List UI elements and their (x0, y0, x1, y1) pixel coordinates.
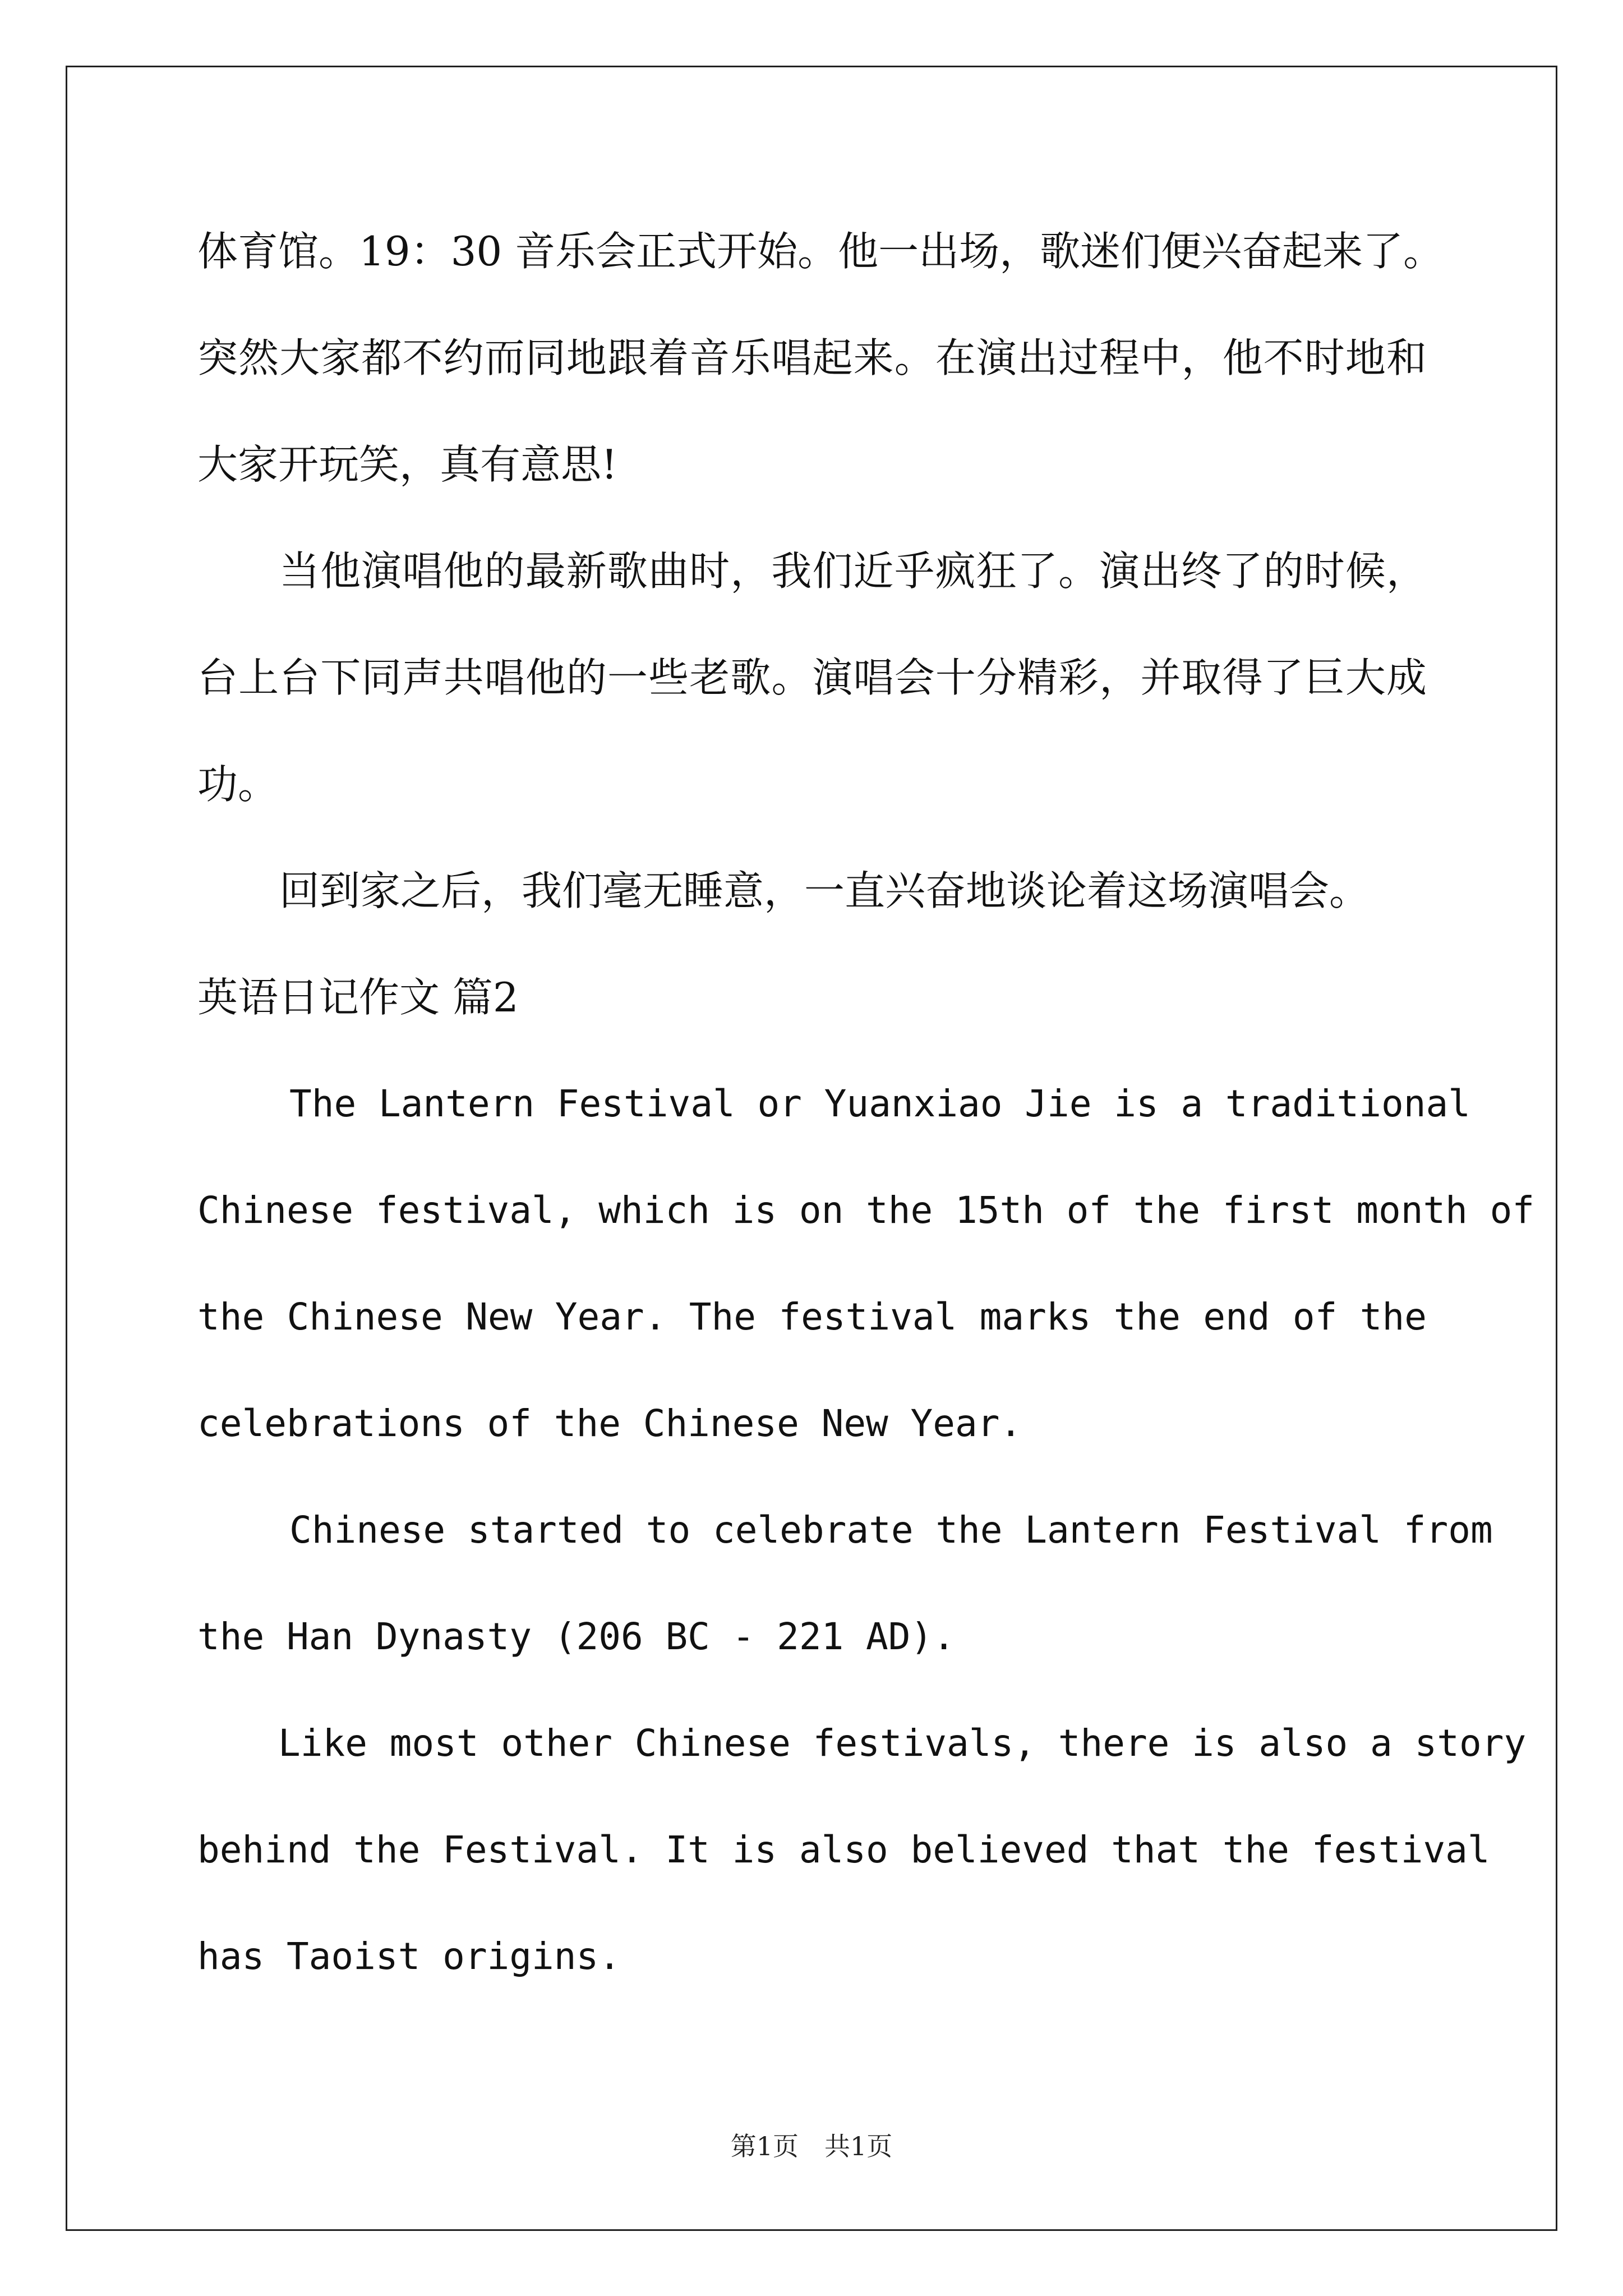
page-footer: 第1页 共1页 (730, 2131, 893, 2161)
paragraph-line: The Lantern Festival or Yuanxiao Jie is a traditional (289, 1082, 1470, 1125)
paragraph-line: 当他演唱他的最新歌曲时，我们近乎疯狂了。演出终了的时候， (279, 547, 1427, 595)
paragraph-line: has Taoist origins. (197, 1935, 621, 1978)
paragraph-line: 大家开玩笑，真有意思! (197, 441, 617, 488)
paragraph-line: Like most other Chinese festivals, there is also a story (278, 1722, 1527, 1765)
paragraph-line: the Han Dynasty (206 BC - 221 AD). (197, 1615, 956, 1658)
paragraph-line: celebrations of the Chinese New Year. (197, 1402, 1022, 1445)
paragraph-line: 台上台下同声共唱他的一些老歌。演唱会十分精彩，并取得了巨大成 (197, 654, 1427, 701)
page-border (66, 66, 1557, 2231)
paragraph-line: 体育馆。19：30 音乐会正式开始。他一出场，歌迷们便兴奋起来了。 (197, 228, 1444, 275)
paragraph-line: 功。 (197, 761, 279, 808)
paragraph-line: Chinese started to celebrate the Lantern Festival from (289, 1508, 1493, 1552)
paragraph-line: 突然大家都不约而同地跟着音乐唱起来。在演出过程中，他不时地和 (197, 334, 1427, 381)
paragraph-line: behind the Festival. It is also believed that the festival (197, 1828, 1490, 1871)
section-heading: 英语日记作文 篇2 (197, 974, 519, 1021)
paragraph-line: 回到家之后，我们毫无睡意，一直兴奋地谈论着这场演唱会。 (279, 867, 1370, 914)
paragraph-line: the Chinese New Year. The festival marks the end of the (197, 1295, 1427, 1338)
paragraph-line: Chinese festival, which is on the 15th of the first month of (197, 1189, 1535, 1232)
